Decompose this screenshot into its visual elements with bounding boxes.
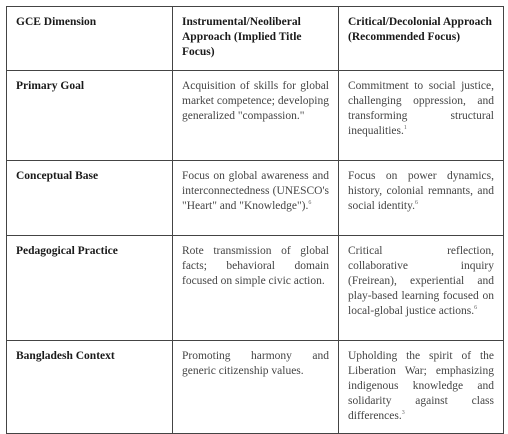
table-row-pedagogical-practice [7, 236, 504, 341]
instrumental-cell [173, 341, 339, 434]
table-row-primary-goal [7, 71, 504, 161]
cell-text: Upholding the spirit of the Liberation War; emphasizing indigenous knowledge and solidarity against class differences. [348, 350, 494, 422]
footnote-ref: 6 [474, 305, 478, 312]
header-instrumental-approach: Instrumental/Neoliberal Approach (Implied Title Focus) [173, 7, 339, 71]
cell-text: Promoting harmony and generic citizenship values. [182, 350, 329, 377]
cell-text: Acquisition of skills for global market competence; developing generalized "compassion." [182, 80, 329, 122]
table-row-bangladesh-context [7, 341, 504, 434]
header-gce-dimension: GCE Dimension [7, 7, 173, 71]
cell-text: Critical reflection, collaborative inquiry (Freirean), experiential and play-based learning focused on local-global justice actions. [348, 245, 494, 317]
cell-text: Commitment to social justice, challenging oppression, and transforming structural inequalities. [348, 80, 494, 137]
footnote-ref: 6 [308, 200, 312, 207]
critical-cell [339, 161, 504, 236]
footnote-ref: 3 [401, 410, 405, 417]
cell-text: Focus on power dynamics, history, colonial remnants, and social identity. [348, 170, 494, 212]
instrumental-cell [173, 236, 339, 341]
row-dimension-label: Conceptual Base [7, 161, 173, 236]
row-dimension-label: Primary Goal [7, 71, 173, 161]
table-header-row [7, 7, 504, 71]
table-row-conceptual-base [7, 161, 504, 236]
instrumental-cell [173, 71, 339, 161]
footnote-ref: 6 [414, 200, 418, 207]
footnote-ref: 1 [403, 125, 407, 132]
critical-cell [339, 341, 504, 434]
row-dimension-label: Bangladesh Context [7, 341, 173, 434]
cell-text: Rote transmission of global facts; behavioral domain focused on simple civic action. [182, 245, 329, 287]
critical-cell [339, 236, 504, 341]
gce-comparison-table [6, 6, 504, 434]
critical-cell [339, 71, 504, 161]
row-dimension-label: Pedagogical Practice [7, 236, 173, 341]
instrumental-cell [173, 161, 339, 236]
header-critical-approach: Critical/Decolonial Approach (Recommended Focus) [339, 7, 504, 71]
cell-text: Focus on global awareness and interconnectedness (UNESCO's "Heart" and "Knowledge"). [182, 170, 329, 212]
